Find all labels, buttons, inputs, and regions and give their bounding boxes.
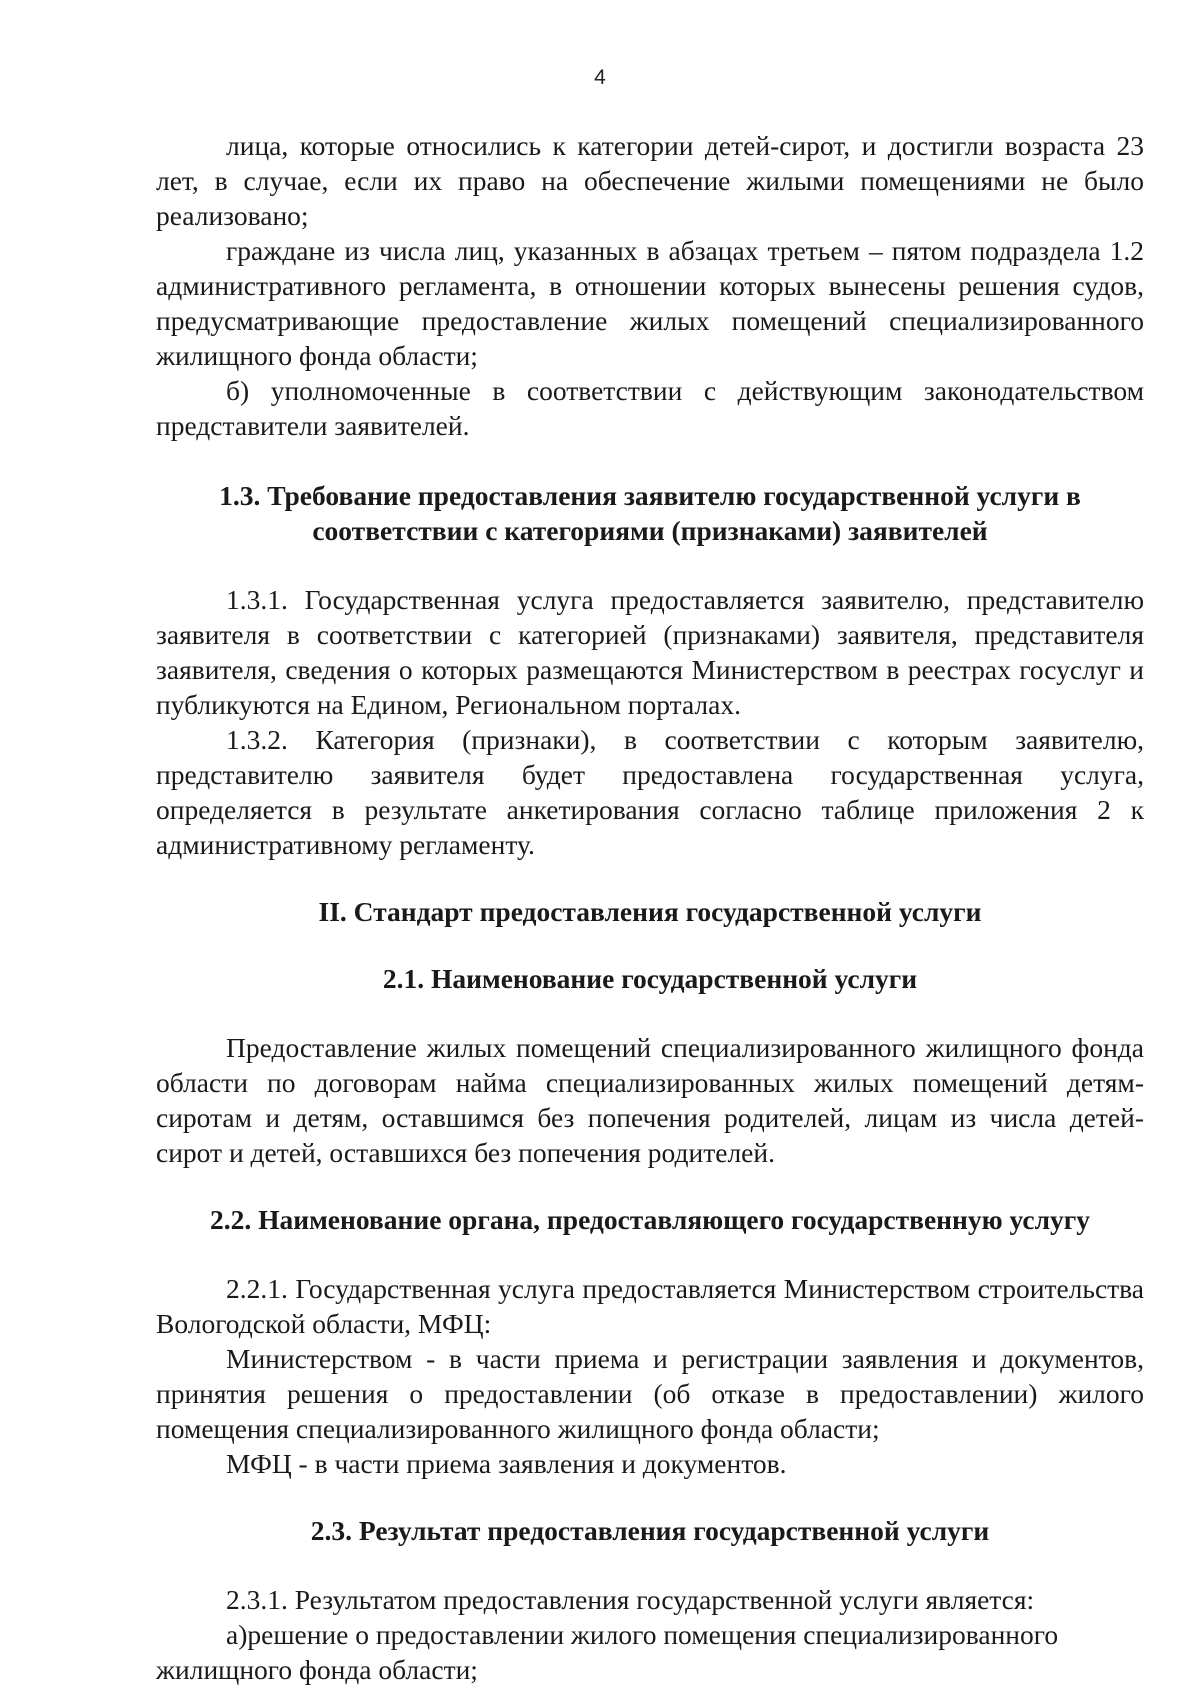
paragraph: 1.3.1. Государственная услуга предоставляется заявителю, представителю заявителя в соответствии с категорией (признаками) заявителя, представителя заявителя, сведения о которых размещаются Министерством в реестрах госуслуг и публикуются на Едином, Региональном порталах. <box>156 584 1144 720</box>
list-item-label: а) <box>226 1619 248 1650</box>
section-heading-2-3: 2.3. Результат предоставления государственной услуги <box>310 1515 990 1546</box>
section-heading-1-3: 1.3. Требование предоставления заявителю государственной услуги в соответствии с категориями (признаками) заявителей <box>219 480 1081 546</box>
paragraph: Предоставление жилых помещений специализированного жилищного фонда области по договорам найма специализированных жилых помещений детям-сиротам и детям, оставшимся без попечения родителей, лицам из числа детей-сирот и детей, оставшихся без попечения родителей. <box>156 1032 1144 1168</box>
paragraph: Министерством - в части приема и регистрации заявления и документов, принятия решения о предоставлении (об отказе в предоставлении) жилого помещения специализированного жилищного фонда области; <box>156 1343 1144 1444</box>
chapter-heading-2: II. Стандарт предоставления государственной услуги <box>318 896 982 927</box>
page-content <box>156 128 1144 1687</box>
paragraph: 2.3.1. Результатом предоставления государственной услуги является: <box>226 1584 1035 1615</box>
paragraph: МФЦ - в части приема заявления и документов. <box>226 1448 787 1479</box>
section-heading-2-2: 2.2. Наименование органа, предоставляющего государственную услугу <box>209 1204 1091 1235</box>
paragraph-continuation: жилищного фонда области; <box>156 1654 478 1685</box>
page-number: 4 <box>594 66 606 89</box>
list-item <box>156 1617 1144 1652</box>
paragraph: лица, которые относились к категории детей-сирот, и достигли возраста 23 лет, в случае, если их право на обеспечение жилыми помещениями не было реализовано; <box>156 130 1144 231</box>
paragraph: граждане из числа лиц, указанных в абзацах третьем – пятом подраздела 1.2 административного регламента, в отношении которых вынесены решения судов, предусматривающие предоставление жилых помещений специализированного жилищного фонда области; <box>156 235 1144 371</box>
section-heading-2-1: 2.1. Наименование государственной услуги <box>382 963 918 994</box>
paragraph: б) уполномоченные в соответствии с действующим законодательством представители заявителей. <box>156 375 1144 441</box>
list-item-text: решение о предоставлении жилого помещения специализированного <box>247 1619 1059 1650</box>
paragraph: 1.3.2. Категория (признаки), в соответствии с которым заявителю, представителю заявителя будет предоставлена государственная услуга, определяется в результате анкетирования согласно таблице приложения 2 к административному регламенту. <box>156 724 1144 860</box>
paragraph: 2.2.1. Государственная услуга предоставляется Министерством строительства Вологодской области, МФЦ: <box>156 1273 1144 1339</box>
